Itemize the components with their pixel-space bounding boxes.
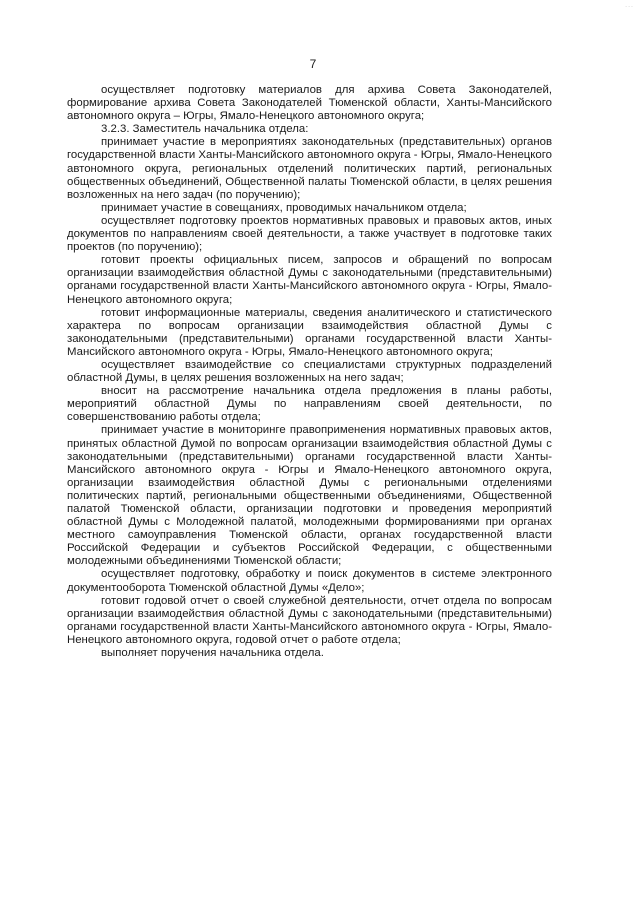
paragraph: принимает участие в мероприятиях законодательных (представительных) органов государственной власти Ханты-Мансийского автономного округа - Югры, Ямало-Ненецкого автономного округа, региональных отделений политических партий, региональных общественных объединений, Общественной палаты Тюменской области, в целях решения возложенных на него задач (по поручению); <box>67 136 552 201</box>
paragraph: осуществляет подготовку материалов для архива Совета Законодателей, формирование архива Совета Законодателей Тюменской области, Ханты-Мансийского автономного округа – Югры, Ямало-Ненецкого автономного округа; <box>67 84 552 123</box>
paragraph: выполняет поручения начальника отдела. <box>101 647 324 660</box>
paragraph: вносит на рассмотрение начальника отдела предложения в планы работы, мероприятий областной Думы по направлениям своей деятельности, по совершенствованию работы отдела; <box>67 385 552 424</box>
paragraph: готовит проекты официальных писем, запросов и обращений по вопросам организации взаимодействия областной Думы с законодательными (представительными) органами государственной власти Ханты-Мансийского автономного округа - Югры, Ямало-Ненецкого автономного округа; <box>67 254 552 306</box>
paragraph: осуществляет подготовку проектов нормативных правовых и правовых актов, иных документов по направлениям своей деятельности, а также участвует в подготовке таких проектов (по поручению); <box>67 214 552 254</box>
document-body <box>67 84 552 660</box>
corner-mark: ... <box>625 2 634 9</box>
paragraph: осуществляет подготовку, обработку и поиск документов в системе электронного документооборота Тюменской областной Думы «Дело»; <box>67 568 552 594</box>
section-heading: 3.2.3. Заместитель начальника отдела: <box>101 123 309 136</box>
paragraph: принимает участие в мониторинге правоприменения нормативных правовых актов, принятых областной Думой по вопросам организации взаимодействия областной Думы с законодательными (представительными) органами государственной власти Ханты-Мансийского автономного округа - Югры и Ямало-Ненецкого автономного округа, организации взаимодействия областной Думы с региональными отделениями политических партий, региональными общественными объединениями, Общественной палатой Тюменской области, организации подготовки и проведения мероприятий областной Думы с Молодежной палатой, молодежными формированиями при органах местного самоуправления Тюменской области, органах государственной власти Российской Федерации и субъектов Российской Федерации, с общественными молодежными объединениями Тюменской области; <box>67 424 552 568</box>
paragraph: готовит информационные материалы, сведения аналитического и статистического характера по вопросам организации взаимодействия областной Думы с законодательными (представительными) органами государственной власти Ханты-Мансийского автономного округа - Югры, Ямало-Ненецкого автономного округа; <box>67 306 552 358</box>
paragraph: осуществляет взаимодействие со специалистами структурных подразделений областной Думы, в целях решения возложенных на него задач; <box>67 358 552 385</box>
paragraph: принимает участие в совещаниях, проводимых начальником отдела; <box>101 201 467 214</box>
page-number: 7 <box>309 57 317 71</box>
paragraph: готовит годовой отчет о своей служебной деятельности, отчет отдела по вопросам организации взаимодействия областной Думы с законодательными (представительными) органами государственной власти Ханты-Мансийского автономного округа - Югры, Ямало-Ненецкого автономного округа, годовой отчет о работе отдела; <box>67 594 552 646</box>
